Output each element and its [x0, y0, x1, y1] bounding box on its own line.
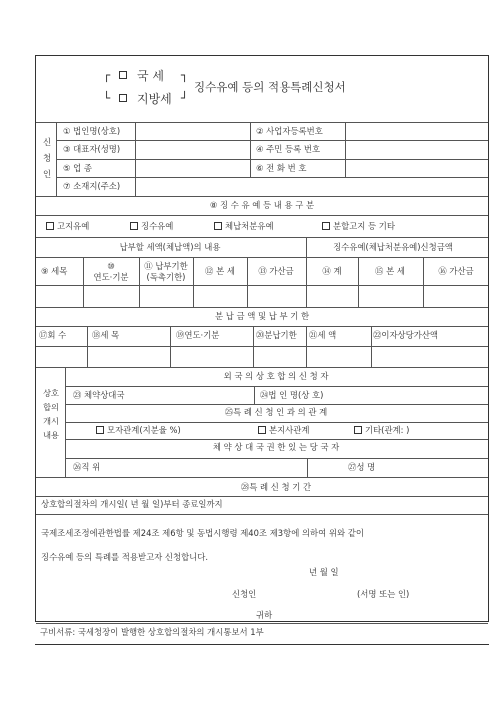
address-label: ⑦ 소재지(주소) — [63, 181, 121, 191]
declaration-date: 년 월 일 — [309, 567, 339, 577]
period-title: ㉘특 례 신 청 기 간 — [240, 482, 312, 492]
bracket-top-left: ┌ — [103, 68, 111, 82]
corp-name-label: ① 법인명(상호) — [63, 126, 121, 136]
rule — [254, 386, 255, 404]
checkbox-local-tax[interactable] — [119, 94, 127, 102]
rule — [36, 326, 488, 327]
checkbox-relation-other[interactable] — [354, 426, 362, 434]
installment-title: 분 납 금 액 및 납 부 기 한 — [214, 311, 310, 321]
payment-right-header: 징수유예(체납처분유예)신청금액 — [333, 242, 453, 252]
application-form — [35, 55, 489, 622]
rule — [56, 140, 488, 141]
option-disposition-deferral: 체납처분유예 — [225, 221, 274, 231]
rule — [36, 215, 488, 216]
representative-label: ③ 대표자(성명) — [63, 144, 121, 154]
form-title: 징수유예 등의 적용특례신청서 — [194, 80, 346, 94]
form-bottom-rule — [35, 644, 489, 645]
recipient-label: 귀하 — [256, 610, 273, 620]
business-reg-field[interactable] — [346, 123, 487, 139]
col-installment-tax-item: ⑱세 목 — [92, 330, 120, 340]
bracket-top-right: ┐ — [181, 68, 189, 82]
option-collection-deferral: 징수유예 — [141, 221, 174, 231]
col-due-date: ⑪ 납부기한 — [144, 261, 188, 271]
rule — [306, 237, 307, 257]
phone-label: ⑥ 전 화 번 호 — [256, 163, 307, 173]
installment-data-row[interactable] — [37, 347, 487, 366]
rule — [65, 404, 488, 405]
checkbox-head-branch[interactable] — [258, 426, 266, 434]
national-tax-label: 국 세 — [137, 69, 164, 83]
col-year-period: 연도·기분 — [93, 272, 129, 282]
rule — [36, 367, 488, 368]
applicant-side-label: 신청인 — [43, 137, 52, 179]
authority-position-label: ㉖직 위 — [73, 462, 101, 472]
checkbox-disposition-deferral[interactable] — [214, 222, 222, 230]
col-year-num: ⑩ — [107, 261, 115, 271]
payment-data-row[interactable] — [37, 286, 487, 306]
checkbox-parent-subsidiary[interactable] — [96, 426, 104, 434]
declaration-line1: 국제조세조정에관한법률 제24조 제6항 및 동법시행령 제40조 제3항에 의하여 위와 같이 — [41, 528, 364, 538]
checkbox-collection-deferral[interactable] — [130, 222, 138, 230]
authority-title: 체 약 상 대 국 권 한 있 는 당 국 자 — [212, 442, 340, 452]
col-tax-item: ⑨ 세목 — [41, 266, 68, 276]
relation-other: 기타(관계: ) — [365, 425, 410, 435]
rule — [36, 257, 488, 258]
mutual-title: 외 국 의 상 호 합 의 신 청 자 — [223, 371, 329, 381]
checkbox-notice-deferral[interactable] — [46, 222, 54, 230]
col-installment-due: ⑳분납기한 — [256, 330, 297, 340]
address-field[interactable] — [136, 178, 487, 195]
rule — [36, 237, 488, 238]
col-installment-amount: ㉑세 액 — [309, 330, 337, 340]
relation-parent-subsidiary: 모자관계(지분율 %) — [107, 425, 181, 435]
bracket-bottom-left: └ — [103, 91, 111, 105]
rule — [65, 458, 488, 459]
foreign-corp-label: ㉔법 인 명(상 호) — [260, 390, 324, 400]
col-dunning-date: (독촉기한) — [146, 272, 186, 282]
option-installment-other: 분할고지 등 기타 — [333, 221, 395, 231]
resident-number-label: ④ 주민 등록 번호 — [256, 144, 321, 154]
col-request-additional: ⑯ 가산금 — [438, 266, 474, 276]
col-additional: ⑬ 가산금 — [258, 266, 294, 276]
attachment-note: 구비서류: 국세청장이 발행한 상호합의절차의 개시통보서 1부 — [40, 627, 264, 637]
col-request-principal: ⑮ 본 세 — [375, 266, 405, 276]
rule — [36, 623, 488, 624]
rule — [36, 514, 488, 515]
relation-head-branch: 본지사관계 — [269, 425, 310, 435]
rule — [65, 386, 488, 387]
rule — [65, 439, 488, 440]
business-type-label: ⑤ 업 종 — [63, 163, 93, 173]
rule — [307, 458, 308, 477]
corp-name-field[interactable] — [136, 123, 249, 139]
treaty-country-label: ㉓ 체약상대국 — [73, 390, 125, 400]
period-text: 상호합의절차의 개시일( 년 월 일)부터 종료일까지 — [41, 499, 223, 509]
col-installment-count: ⑰회 수 — [39, 330, 67, 340]
rule — [36, 477, 488, 478]
local-tax-label: 지방세 — [137, 92, 172, 106]
option-notice-deferral: 고지유예 — [57, 221, 90, 231]
rule — [250, 122, 251, 177]
relation-title: ㉕특 례 신 청 인 과 의 관 계 — [224, 407, 328, 417]
col-installment-interest: ㉒이자상당가산액 — [373, 330, 439, 340]
declaration-line2: 징수유예 등의 특례를 적용받고자 신청합니다. — [41, 552, 209, 562]
mutual-side-label: 상호합의개시내용 — [43, 388, 59, 440]
section8-title: ⑧ 징 수 유 예 등 내 용 구 분 — [209, 200, 315, 210]
col-total: ⑭ 계 — [322, 266, 342, 276]
authority-name-label: ㉗성 명 — [348, 462, 376, 472]
checkbox-installment-other[interactable] — [322, 222, 330, 230]
rule — [36, 307, 488, 308]
bracket-bottom-right: ┘ — [181, 91, 189, 105]
business-reg-label: ② 사업자등록번호 — [256, 126, 323, 136]
signature-field[interactable]: (서명 또는 인) — [357, 589, 410, 599]
rule — [56, 159, 488, 160]
col-installment-year: ⑲연도·기분 — [176, 330, 220, 340]
rule — [65, 422, 488, 423]
payment-left-header: 납부할 세액(체납액)의 내용 — [119, 242, 221, 252]
rule — [36, 496, 488, 497]
rule — [36, 196, 488, 197]
col-principal: ⑫ 본 세 — [205, 266, 235, 276]
checkbox-national-tax[interactable] — [119, 71, 127, 79]
applicant-signature-label: 신청인 — [232, 589, 257, 599]
